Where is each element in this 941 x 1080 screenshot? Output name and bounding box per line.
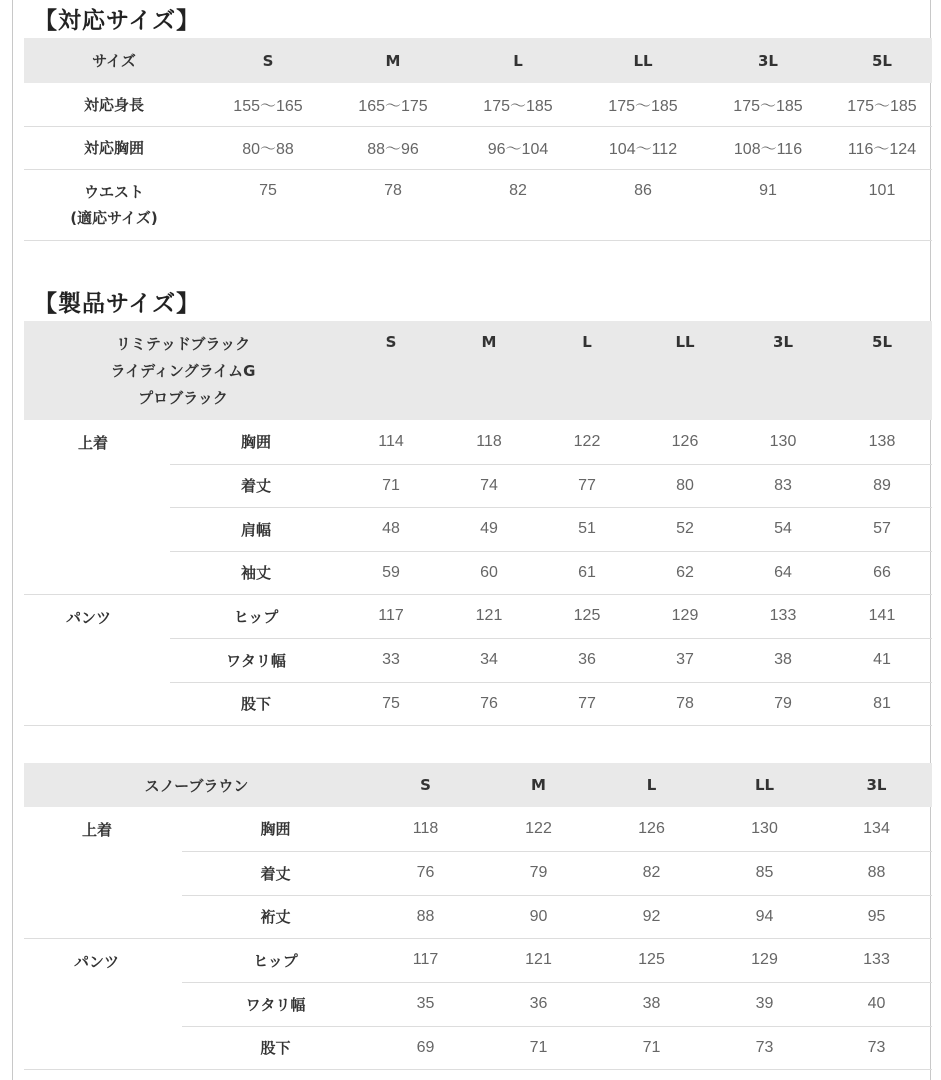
cell-value: 38 xyxy=(734,638,832,682)
header-cell: 3L xyxy=(734,321,832,420)
cell-value: 73 xyxy=(821,1026,932,1069)
header-cell: LL xyxy=(582,38,704,83)
row-label: 袖丈 xyxy=(170,551,342,594)
cell-value: 64 xyxy=(734,551,832,594)
cell-value: 52 xyxy=(636,507,734,551)
frame-left-border xyxy=(12,0,13,1080)
row-label: ヒップ xyxy=(182,938,369,982)
section-title-product-sizes: 【製品サイズ】 xyxy=(34,291,201,317)
cell-value: 75 xyxy=(342,682,440,725)
cell-value: 60 xyxy=(440,551,538,594)
cell-value: 71 xyxy=(342,464,440,507)
cell-value: 95 xyxy=(821,895,932,938)
row-label-sub: (適応サイズ) xyxy=(70,208,158,227)
cell-value: 59 xyxy=(342,551,440,594)
table-header-row xyxy=(24,763,932,807)
row-label: 股下 xyxy=(170,682,342,725)
cell-value: 80 xyxy=(636,464,734,507)
row-label: ヒップ xyxy=(170,594,342,638)
table-row xyxy=(24,83,932,126)
cell-value: 36 xyxy=(482,982,595,1026)
cell-value: 129 xyxy=(636,594,734,638)
product-size-table-2 xyxy=(24,763,932,1070)
cell-value: 34 xyxy=(440,638,538,682)
section-title-supported-sizes: 【対応サイズ】 xyxy=(34,8,201,34)
table-row xyxy=(24,594,932,638)
group-label: パンツ xyxy=(24,594,170,725)
header-cell: M xyxy=(440,321,538,420)
cell-value: 92 xyxy=(595,895,708,938)
cell-value: 118 xyxy=(440,420,538,464)
cell-value: 138 xyxy=(832,420,932,464)
cell-value: 94 xyxy=(708,895,821,938)
cell-value: 39 xyxy=(708,982,821,1026)
row-label: 対応身長 xyxy=(24,83,204,126)
header-cell: LL xyxy=(708,763,821,807)
cell-value: 126 xyxy=(636,420,734,464)
cell-value: 69 xyxy=(369,1026,482,1069)
cell-value: 57 xyxy=(832,507,932,551)
cell-value: 104〜112 xyxy=(582,126,704,169)
cell-value: 126 xyxy=(595,807,708,851)
cell-value: 78 xyxy=(332,169,454,240)
header-cell: M xyxy=(332,38,454,83)
cell-value: 133 xyxy=(734,594,832,638)
cell-value: 89 xyxy=(832,464,932,507)
header-cell: 5L xyxy=(832,321,932,420)
cell-value: 114 xyxy=(342,420,440,464)
header-cell: 3L xyxy=(704,38,832,83)
cell-value: 175〜185 xyxy=(454,83,582,126)
cell-value: 79 xyxy=(734,682,832,725)
header-product-name: スノーブラウン xyxy=(24,763,369,807)
table-row xyxy=(24,938,932,982)
cell-value: 66 xyxy=(832,551,932,594)
cell-value: 41 xyxy=(832,638,932,682)
header-product-name: リミテッドブラック xyxy=(115,335,251,353)
cell-value: 130 xyxy=(708,807,821,851)
cell-value: 91 xyxy=(704,169,832,240)
cell-value: 121 xyxy=(482,938,595,982)
cell-value: 88 xyxy=(369,895,482,938)
cell-value: 81 xyxy=(832,682,932,725)
cell-value: 76 xyxy=(369,851,482,895)
cell-value: 85 xyxy=(708,851,821,895)
cell-value: 125 xyxy=(595,938,708,982)
cell-value: 37 xyxy=(636,638,734,682)
header-cell: S xyxy=(342,321,440,420)
cell-value: 116〜124 xyxy=(832,126,932,169)
row-label: 裄丈 xyxy=(182,895,369,938)
header-cell: サイズ xyxy=(24,38,204,83)
group-label: 上着 xyxy=(24,420,170,594)
cell-value: 141 xyxy=(832,594,932,638)
cell-value: 74 xyxy=(440,464,538,507)
cell-value: 155〜165 xyxy=(204,83,332,126)
row-label: ワタリ幅 xyxy=(170,638,342,682)
cell-value: 129 xyxy=(708,938,821,982)
header-product-name: ライディングライムG xyxy=(110,362,256,380)
cell-value: 134 xyxy=(821,807,932,851)
cell-value: 125 xyxy=(538,594,636,638)
table-row xyxy=(24,169,932,240)
header-cell: LL xyxy=(636,321,734,420)
cell-value: 96〜104 xyxy=(454,126,582,169)
cell-value: 121 xyxy=(440,594,538,638)
cell-value: 118 xyxy=(369,807,482,851)
cell-value: 101 xyxy=(832,169,932,240)
cell-value: 175〜185 xyxy=(832,83,932,126)
header-cell: 5L xyxy=(832,38,932,83)
cell-value: 35 xyxy=(369,982,482,1026)
cell-value: 71 xyxy=(595,1026,708,1069)
cell-value: 38 xyxy=(595,982,708,1026)
cell-value: 77 xyxy=(538,464,636,507)
cell-value: 80〜88 xyxy=(204,126,332,169)
row-label: 肩幅 xyxy=(170,507,342,551)
header-cell: L xyxy=(538,321,636,420)
cell-value: 76 xyxy=(440,682,538,725)
cell-value: 82 xyxy=(454,169,582,240)
cell-value: 75 xyxy=(204,169,332,240)
table-header-row xyxy=(24,321,932,420)
supported-size-table xyxy=(24,38,932,241)
cell-value: 36 xyxy=(538,638,636,682)
header-cell: S xyxy=(369,763,482,807)
cell-value: 117 xyxy=(342,594,440,638)
group-label: パンツ xyxy=(24,938,182,1069)
cell-value: 86 xyxy=(582,169,704,240)
product-size-table-1 xyxy=(24,321,932,726)
row-label: 胸囲 xyxy=(170,420,342,464)
header-product-name: プロブラック xyxy=(138,389,228,407)
cell-value: 61 xyxy=(538,551,636,594)
cell-value: 83 xyxy=(734,464,832,507)
cell-value: 71 xyxy=(482,1026,595,1069)
row-label: 着丈 xyxy=(182,851,369,895)
header-cell: M xyxy=(482,763,595,807)
table-header-row xyxy=(24,38,932,83)
cell-value: 40 xyxy=(821,982,932,1026)
header-cell: L xyxy=(454,38,582,83)
table-row xyxy=(24,420,932,464)
cell-value: 88 xyxy=(821,851,932,895)
row-label: ウエスト xyxy=(83,182,144,201)
cell-value: 51 xyxy=(538,507,636,551)
table-row xyxy=(24,126,932,169)
row-label: 着丈 xyxy=(170,464,342,507)
cell-value: 108〜116 xyxy=(704,126,832,169)
cell-value: 122 xyxy=(538,420,636,464)
cell-value: 133 xyxy=(821,938,932,982)
header-product-names xyxy=(24,321,342,420)
cell-value: 73 xyxy=(708,1026,821,1069)
row-label-waist xyxy=(24,169,204,240)
cell-value: 175〜185 xyxy=(704,83,832,126)
cell-value: 175〜185 xyxy=(582,83,704,126)
cell-value: 77 xyxy=(538,682,636,725)
row-label: ワタリ幅 xyxy=(182,982,369,1026)
cell-value: 78 xyxy=(636,682,734,725)
cell-value: 54 xyxy=(734,507,832,551)
cell-value: 33 xyxy=(342,638,440,682)
row-label: 対応胸囲 xyxy=(24,126,204,169)
header-cell: 3L xyxy=(821,763,932,807)
cell-value: 90 xyxy=(482,895,595,938)
cell-value: 49 xyxy=(440,507,538,551)
header-cell: L xyxy=(595,763,708,807)
group-label: 上着 xyxy=(24,807,182,938)
cell-value: 122 xyxy=(482,807,595,851)
cell-value: 62 xyxy=(636,551,734,594)
cell-value: 165〜175 xyxy=(332,83,454,126)
row-label: 股下 xyxy=(182,1026,369,1069)
cell-value: 79 xyxy=(482,851,595,895)
cell-value: 48 xyxy=(342,507,440,551)
row-label: 胸囲 xyxy=(182,807,369,851)
table-row xyxy=(24,807,932,851)
cell-value: 130 xyxy=(734,420,832,464)
cell-value: 88〜96 xyxy=(332,126,454,169)
cell-value: 117 xyxy=(369,938,482,982)
cell-value: 82 xyxy=(595,851,708,895)
header-cell: S xyxy=(204,38,332,83)
